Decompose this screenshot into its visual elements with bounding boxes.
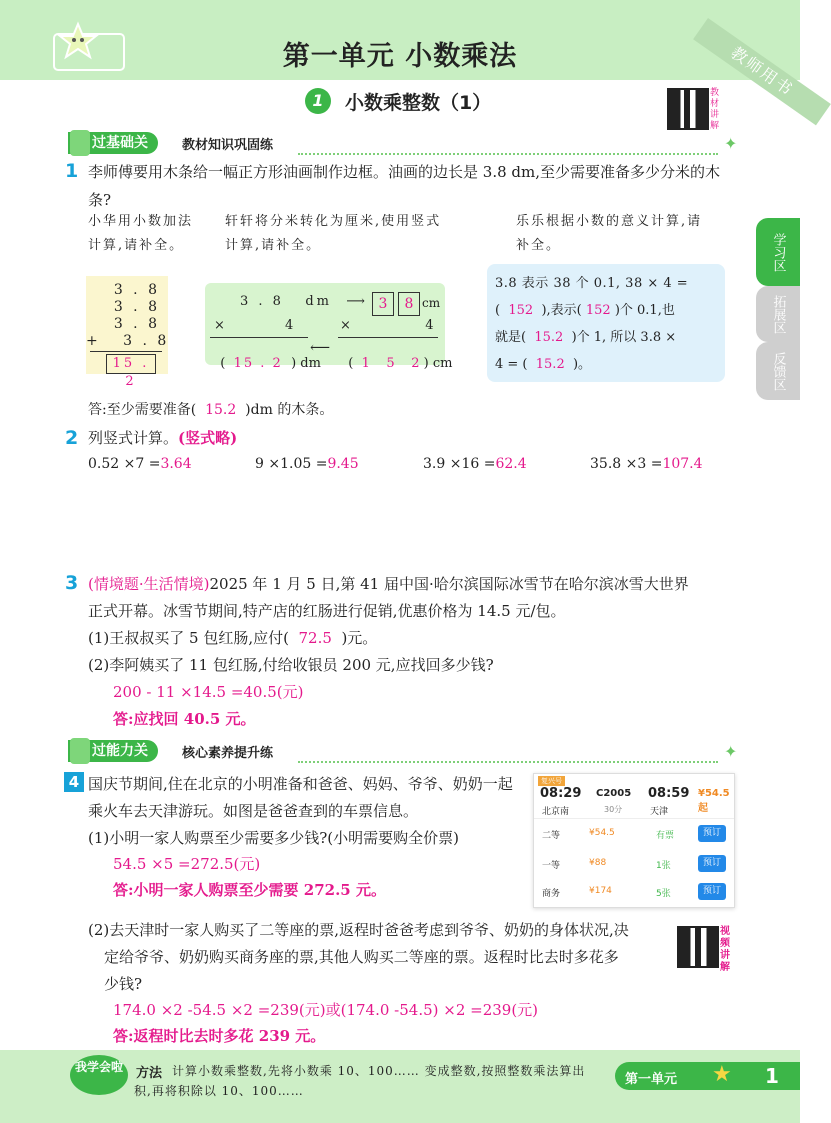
q2-item-1: 0.52 ×7 =3.64 <box>88 456 192 472</box>
book-button[interactable]: 预订 <box>698 855 726 872</box>
convert-left-result: ( 15 . 2 ) dm <box>220 356 321 371</box>
lesson-title: 小数乘整数（1） <box>345 92 492 114</box>
meaning-text <box>495 270 723 378</box>
addition-line <box>90 351 162 352</box>
question-4-part-1: (1)小明一家人购票至少需要多少钱?(小明需要购全价票) <box>88 829 459 847</box>
q2-item-2: 9 ×1.05 =9.45 <box>255 456 359 472</box>
addition-row: 3 . 8 <box>113 299 160 315</box>
footer-method-text-1: 计算小数乘整数,先将小数乘 10、100…… 变成整数,按照整数乘法算出 <box>172 1064 586 1078</box>
teacher-edition-label: 教师用书 <box>693 18 831 125</box>
ticket-row-business: 商务 ¥174 5张 预订 <box>534 878 734 908</box>
corner-ribbon <box>700 0 800 100</box>
divider <box>534 818 734 819</box>
question-4-number: 4 <box>64 772 84 792</box>
dep-time: 08:29 <box>540 786 582 801</box>
convert-cm-label: cm <box>422 296 441 310</box>
question-1-number: 1 <box>65 160 79 182</box>
question-4-part-2-line-2: 定给爷爷、奶奶购买商务座的票,其他人购买二等座的票。返程时比去时多花多 <box>104 948 619 966</box>
page-number: 1 <box>765 1064 779 1088</box>
question-4-line-1: 国庆节期间,住在北京的小明准备和爸爸、妈妈、爷爷、奶奶一起 <box>88 775 513 793</box>
meaning-line-3: 就是( 15.2 )个 1, 所以 3.8 × <box>495 330 677 345</box>
q4-p2-answer: 答:返程时比去时多花 239 元。 <box>113 1027 326 1045</box>
addition-row: + 3 . 8 <box>86 333 170 349</box>
unit-title: 第一单元 小数乘法 <box>282 41 518 72</box>
question-3-part-2: (2)李阿姨买了 11 包红肠,付给收银员 200 元,应找回多少钱? <box>88 656 494 674</box>
q4-p1-answer: 答:小明一家人购票至少需要 272.5 元。 <box>113 881 386 899</box>
section-icon <box>70 738 90 764</box>
section-icon <box>70 130 90 156</box>
meaning-line-1: 3.8 表示 38 个 0.1, 38 × 4 = <box>495 276 689 291</box>
divider <box>298 153 718 155</box>
q3-answer: 答:应找回 40.5 元。 <box>113 710 256 728</box>
convert-left-times: × 4 <box>214 318 297 333</box>
duration: 30分 <box>604 805 623 814</box>
question-4-part-2-line-1: (2)去天津时一家人购买了二等座的票,返程时爸爸考虑到爷爷、奶奶的身体状况,决 <box>88 921 629 939</box>
ticket-row-second: 二等 ¥54.5 有票 预订 <box>534 820 734 850</box>
ability-section-subtitle: 核心素养提升练 <box>182 746 274 761</box>
convert-right-result: ( 1 5 2 ) cm <box>348 356 453 371</box>
ticket-row-first: 一等 ¥88 1张 预订 <box>534 850 734 880</box>
ability-section-bar <box>68 740 738 762</box>
convert-box-digit-2: 8 <box>398 292 420 316</box>
footer-star-icon: ★ <box>712 1062 732 1087</box>
q4-p2-calculation: 174.0 ×2 -54.5 ×2 =239(元)或(174.0 -54.5) ×2 =239(元) <box>113 1001 539 1019</box>
question-2-text: 列竖式计算。(竖式略) <box>88 429 238 447</box>
train-number: C2005 <box>596 788 632 799</box>
footer-unit-label: 第一单元 <box>625 1072 678 1087</box>
q3-calculation: 200 - 11 ×14.5 =40.5(元) <box>113 683 304 701</box>
train-ticket-panel <box>533 773 735 908</box>
convert-left-top: 3 . 8 dm ⟶ <box>240 294 368 309</box>
price-from: ¥54.5起 <box>698 788 730 814</box>
video-qr-code-icon[interactable] <box>677 926 719 968</box>
book-button[interactable]: 预订 <box>698 883 726 900</box>
hint-addition: 小华用小数加法计算,请补全。 <box>88 214 194 253</box>
side-tab-extend[interactable]: 拓展区 <box>756 286 800 342</box>
convert-box-digit-1: 3 <box>372 292 394 316</box>
arrow-back-icon: ⟵ <box>310 340 331 356</box>
addition-row: 3 . 8 <box>113 282 160 298</box>
convert-left-line <box>210 337 308 338</box>
question-2-number: 2 <box>65 427 79 449</box>
arr-station: 天津 <box>650 807 669 817</box>
qr-code-icon[interactable] <box>667 88 709 130</box>
meaning-line-2: ( 152 ),表示( 152 )个 0.1,也 <box>495 303 675 318</box>
ability-section-tag: 过能力关 <box>68 740 158 762</box>
basic-section-bar <box>68 132 738 154</box>
video-qr-label: 视频讲解 <box>720 926 730 973</box>
basic-section-subtitle: 教材知识巩固练 <box>182 138 274 153</box>
footer-learned-badge: 我学会啦 <box>70 1055 128 1095</box>
dep-station: 北京南 <box>542 807 570 817</box>
book-button[interactable]: 预订 <box>698 825 726 842</box>
hint-convert: 轩轩将分米转化为厘米,使用竖式计算,请补全。 <box>225 214 442 253</box>
divider <box>298 761 718 763</box>
basic-section-tag: 过基础关 <box>68 132 158 154</box>
convert-right-times: × 4 <box>340 318 437 333</box>
q2-item-4: 35.8 ×3 =107.4 <box>590 456 703 472</box>
question-4-line-2: 乘火车去天津游玩。如图是爸爸查到的车票信息。 <box>88 802 419 820</box>
addition-answer: 15 . 2 <box>106 354 156 374</box>
footer-method-text-2: 积,再将积除以 10、100…… <box>134 1084 304 1098</box>
convert-right-line <box>338 337 438 338</box>
question-4-part-2-line-3: 少钱? <box>104 975 143 993</box>
question-3-number: 3 <box>65 572 79 594</box>
meaning-line-4: 4 = ( 15.2 )。 <box>495 357 592 372</box>
star-icon: ✦ <box>724 134 738 153</box>
arr-time: 08:59 <box>648 786 690 801</box>
question-3-part-1: (1)王叔叔买了 5 包红肠,应付( 72.5 )元。 <box>88 629 378 647</box>
ticket-tag: 复兴号 <box>538 776 565 786</box>
side-tab-study[interactable]: 学习区 <box>756 218 800 286</box>
q4-p1-calculation: 54.5 ×5 =272.5(元) <box>113 855 261 873</box>
footer-method-title: 方法 <box>136 1066 163 1081</box>
star-icon: ✦ <box>724 742 738 761</box>
qr-label: 教材讲解 <box>710 88 720 131</box>
q2-item-3: 3.9 ×16 =62.4 <box>423 456 527 472</box>
question-3-line-2: 正式开幕。冰雪节期间,特产店的红肠进行促销,优惠价格为 14.5 元/包。 <box>88 602 566 620</box>
question-1-text: 李师傅要用木条给一幅正方形油画制作边框。油画的边长是 3.8 dm,至少需要准备多少分米的木条? <box>88 163 720 209</box>
lesson-number-badge: 1 <box>305 88 331 114</box>
side-tab-feedback[interactable]: 反馈区 <box>756 342 800 400</box>
question-1-answer: 答:至少需要准备( 15.2 )dm 的木条。 <box>88 402 334 418</box>
hint-meaning: 乐乐根据小数的意义计算,请补全。 <box>516 214 703 253</box>
question-3-line-1: (情境题·生活情境)2025 年 1 月 5 日,第 41 届中国·哈尔滨国际冰雪节在哈尔滨冰雪大世界 <box>88 575 689 593</box>
addition-row: 3 . 8 <box>113 316 160 332</box>
